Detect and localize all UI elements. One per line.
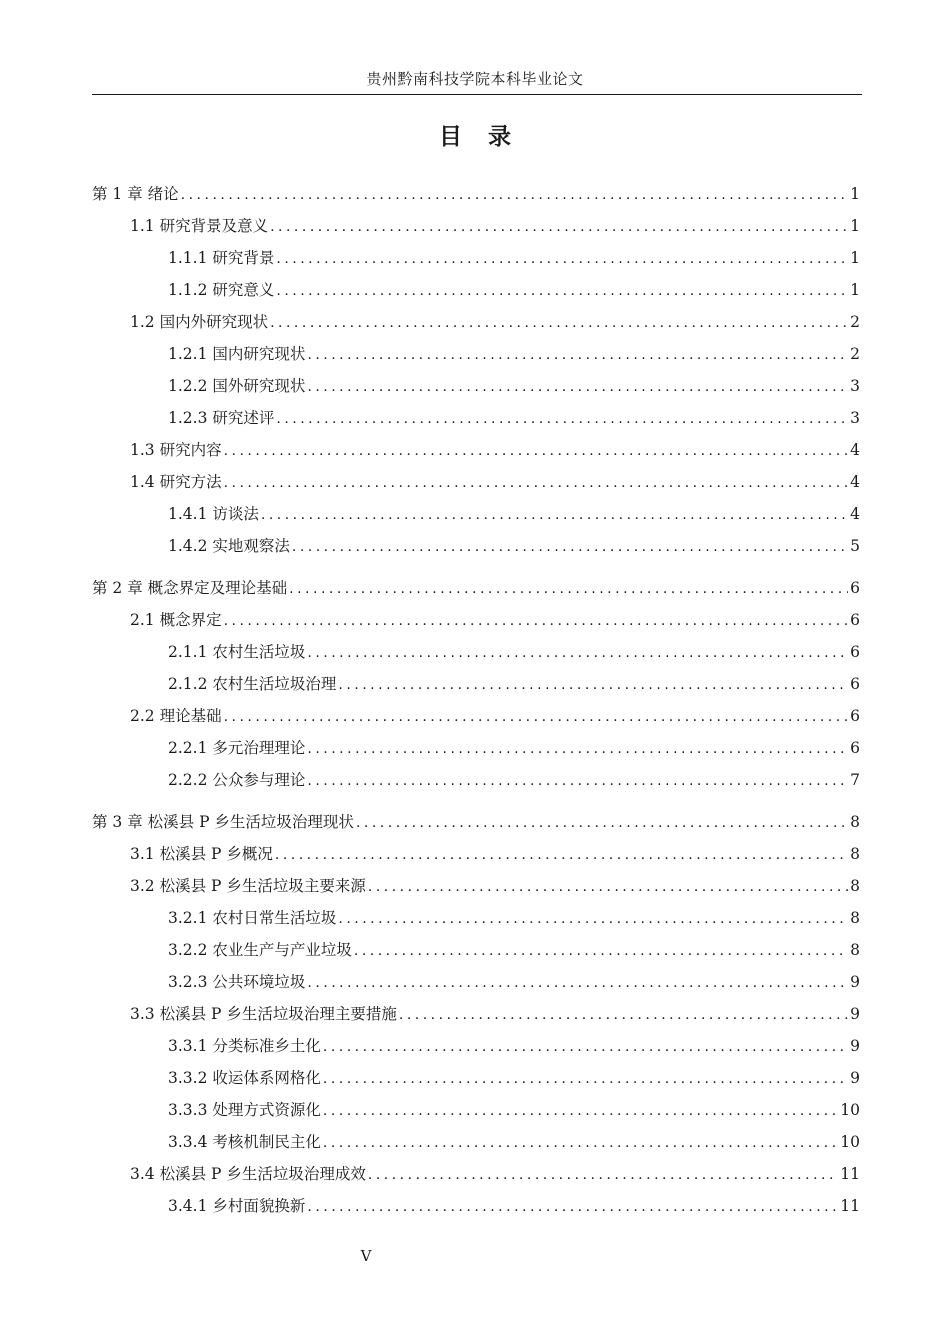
dot-leader bbox=[307, 733, 848, 765]
toc-entry-page: 11 bbox=[840, 1165, 860, 1183]
toc-subsection-entry[interactable] bbox=[92, 1094, 860, 1126]
dot-leader bbox=[354, 935, 848, 967]
toc-entry-label: 3.3.2 收运体系网格化 bbox=[168, 1069, 321, 1087]
dot-leader bbox=[270, 211, 848, 243]
toc-subsection-entry[interactable] bbox=[92, 338, 860, 370]
dot-leader bbox=[224, 605, 849, 637]
toc-entry-page: 9 bbox=[850, 973, 860, 991]
toc-entry-page: 8 bbox=[850, 877, 860, 895]
toc-section-entry[interactable] bbox=[92, 870, 860, 902]
toc-entry-page: 9 bbox=[850, 1037, 860, 1055]
dot-leader bbox=[261, 499, 848, 531]
toc-entry-page: 11 bbox=[840, 1197, 860, 1215]
toc-section-entry[interactable] bbox=[92, 434, 860, 466]
toc-entry-label: 3.3 松溪县 P 乡生活垃圾治理主要措施 bbox=[130, 1005, 397, 1023]
toc-subsection-entry[interactable] bbox=[92, 402, 860, 434]
toc-entry-label: 3.4.1 乡村面貌换新 bbox=[168, 1197, 306, 1215]
dot-leader bbox=[323, 1031, 848, 1063]
toc-entry-label: 2.2 理论基础 bbox=[130, 707, 222, 725]
dot-leader bbox=[399, 999, 848, 1031]
toc-entry-label: 3.3.4 考核机制民主化 bbox=[168, 1133, 321, 1151]
dot-leader bbox=[181, 179, 848, 211]
toc-entry-page: 4 bbox=[850, 441, 860, 459]
dot-leader bbox=[275, 839, 848, 871]
dot-leader bbox=[224, 701, 849, 733]
toc-entry-page: 1 bbox=[850, 185, 860, 203]
toc-entry-label: 1.2.1 国内研究现状 bbox=[168, 345, 306, 363]
table-of-contents bbox=[92, 178, 860, 1222]
toc-entry-page: 6 bbox=[850, 739, 860, 757]
dot-leader bbox=[338, 903, 848, 935]
dot-leader bbox=[368, 871, 848, 903]
dot-leader bbox=[224, 435, 849, 467]
toc-entry-label: 3.2.1 农村日常生活垃圾 bbox=[168, 909, 337, 927]
toc-entry-page: 10 bbox=[840, 1101, 860, 1119]
toc-subsection-entry[interactable] bbox=[92, 668, 860, 700]
toc-section-entry[interactable] bbox=[92, 838, 860, 870]
toc-entry-label: 1.1.2 研究意义 bbox=[168, 281, 275, 299]
dot-leader bbox=[323, 1095, 838, 1127]
header-rule bbox=[92, 94, 862, 95]
toc-entry-label: 1.1 研究背景及意义 bbox=[130, 217, 269, 235]
toc-section-entry[interactable] bbox=[92, 466, 860, 498]
toc-subsection-entry[interactable] bbox=[92, 1126, 860, 1158]
dot-leader bbox=[307, 339, 848, 371]
dot-leader bbox=[307, 1191, 838, 1223]
toc-subsection-entry[interactable] bbox=[92, 1062, 860, 1094]
toc-subsection-entry[interactable] bbox=[92, 498, 860, 530]
toc-subsection-entry[interactable] bbox=[92, 274, 860, 306]
toc-entry-label: 3.2.3 公共环境垃圾 bbox=[168, 973, 306, 991]
toc-entry-page: 4 bbox=[850, 473, 860, 491]
toc-subsection-entry[interactable] bbox=[92, 1030, 860, 1062]
toc-entry-label: 3.3.3 处理方式资源化 bbox=[168, 1101, 321, 1119]
toc-entry-label: 1.4.2 实地观察法 bbox=[168, 537, 290, 555]
toc-entry-label: 1.4.1 访谈法 bbox=[168, 505, 259, 523]
toc-entry-label: 1.4 研究方法 bbox=[130, 473, 222, 491]
toc-subsection-entry[interactable] bbox=[92, 966, 860, 998]
toc-entry-page: 1 bbox=[850, 281, 860, 299]
toc-entry-label: 3.2.2 农业生产与产业垃圾 bbox=[168, 941, 352, 959]
toc-subsection-entry[interactable] bbox=[92, 1190, 860, 1222]
toc-entry-label: 1.2 国内外研究现状 bbox=[130, 313, 269, 331]
dot-leader bbox=[276, 275, 848, 307]
toc-subsection-entry[interactable] bbox=[92, 370, 860, 402]
toc-entry-page: 6 bbox=[850, 579, 860, 597]
toc-entry-label: 3.4 松溪县 P 乡生活垃圾治理成效 bbox=[130, 1165, 366, 1183]
dot-leader bbox=[323, 1127, 838, 1159]
dot-leader bbox=[224, 467, 849, 499]
toc-entry-label: 2.2.2 公众参与理论 bbox=[168, 771, 306, 789]
toc-subsection-entry[interactable] bbox=[92, 902, 860, 934]
toc-entry-label: 3.1 松溪县 P 乡概况 bbox=[130, 845, 273, 863]
dot-leader bbox=[270, 307, 848, 339]
toc-entry-label: 2.1 概念界定 bbox=[130, 611, 222, 629]
toc-section-entry[interactable] bbox=[92, 306, 860, 338]
toc-entry-page: 7 bbox=[850, 771, 860, 789]
toc-section-entry[interactable] bbox=[92, 210, 860, 242]
page-number: V bbox=[360, 1247, 372, 1265]
toc-chapter-entry[interactable] bbox=[92, 572, 860, 604]
toc-entry-page: 6 bbox=[850, 707, 860, 725]
toc-entry-page: 1 bbox=[850, 217, 860, 235]
toc-entry-label: 1.2.3 研究述评 bbox=[168, 409, 275, 427]
dot-leader bbox=[289, 573, 848, 605]
toc-entry-label: 1.3 研究内容 bbox=[130, 441, 222, 459]
toc-entry-label: 1.1.1 研究背景 bbox=[168, 249, 275, 267]
toc-entry-page: 3 bbox=[850, 409, 860, 427]
toc-subsection-entry[interactable] bbox=[92, 934, 860, 966]
toc-entry-label: 第 3 章 松溪县 P 乡生活垃圾治理现状 bbox=[92, 813, 354, 831]
toc-entry-label: 3.3.1 分类标准乡土化 bbox=[168, 1037, 321, 1055]
toc-subsection-entry[interactable] bbox=[92, 636, 860, 668]
dot-leader bbox=[307, 765, 848, 797]
toc-chapter-entry[interactable] bbox=[92, 178, 860, 210]
dot-leader bbox=[323, 1063, 848, 1095]
toc-entry-page: 9 bbox=[850, 1069, 860, 1087]
toc-entry-page: 8 bbox=[850, 813, 860, 831]
toc-entry-page: 8 bbox=[850, 909, 860, 927]
toc-section-entry[interactable] bbox=[92, 700, 860, 732]
dot-leader bbox=[292, 531, 848, 563]
toc-entry-page: 6 bbox=[850, 611, 860, 629]
running-header: 贵州黔南科技学院本科毕业论文 bbox=[366, 70, 584, 88]
dot-leader bbox=[307, 371, 848, 403]
toc-entry-page: 2 bbox=[850, 345, 860, 363]
dot-leader bbox=[307, 967, 848, 999]
toc-entry-page: 5 bbox=[850, 537, 860, 555]
dot-leader bbox=[307, 637, 848, 669]
toc-subsection-entry[interactable] bbox=[92, 764, 860, 796]
toc-chapter-entry[interactable] bbox=[92, 806, 860, 838]
toc-entry-page: 8 bbox=[850, 941, 860, 959]
toc-entry-page: 8 bbox=[850, 845, 860, 863]
toc-subsection-entry[interactable] bbox=[92, 732, 860, 764]
dot-leader bbox=[368, 1159, 838, 1191]
toc-entry-label: 第 2 章 概念界定及理论基础 bbox=[92, 579, 288, 597]
page-title: 目录 bbox=[439, 124, 537, 150]
toc-entry-label: 2.2.1 多元治理理论 bbox=[168, 739, 306, 757]
dot-leader bbox=[276, 243, 848, 275]
toc-entry-label: 第 1 章 绪论 bbox=[92, 185, 179, 203]
toc-section-entry[interactable] bbox=[92, 998, 860, 1030]
toc-entry-page: 6 bbox=[850, 675, 860, 693]
toc-section-entry[interactable] bbox=[92, 604, 860, 636]
toc-subsection-entry[interactable] bbox=[92, 242, 860, 274]
toc-subsection-entry[interactable] bbox=[92, 530, 860, 562]
toc-entry-page: 9 bbox=[850, 1005, 860, 1023]
toc-entry-page: 3 bbox=[850, 377, 860, 395]
toc-entry-page: 2 bbox=[850, 313, 860, 331]
toc-entry-label: 1.2.2 国外研究现状 bbox=[168, 377, 306, 395]
toc-entry-label: 2.1.1 农村生活垃圾 bbox=[168, 643, 306, 661]
toc-entry-page: 10 bbox=[840, 1133, 860, 1151]
toc-section-entry[interactable] bbox=[92, 1158, 860, 1190]
dot-leader bbox=[276, 403, 848, 435]
toc-entry-page: 1 bbox=[850, 249, 860, 267]
toc-entry-page: 6 bbox=[850, 643, 860, 661]
toc-entry-label: 3.2 松溪县 P 乡生活垃圾主要来源 bbox=[130, 877, 366, 895]
toc-entry-label: 2.1.2 农村生活垃圾治理 bbox=[168, 675, 337, 693]
dot-leader bbox=[338, 669, 848, 701]
dot-leader bbox=[356, 807, 848, 839]
toc-entry-page: 4 bbox=[850, 505, 860, 523]
